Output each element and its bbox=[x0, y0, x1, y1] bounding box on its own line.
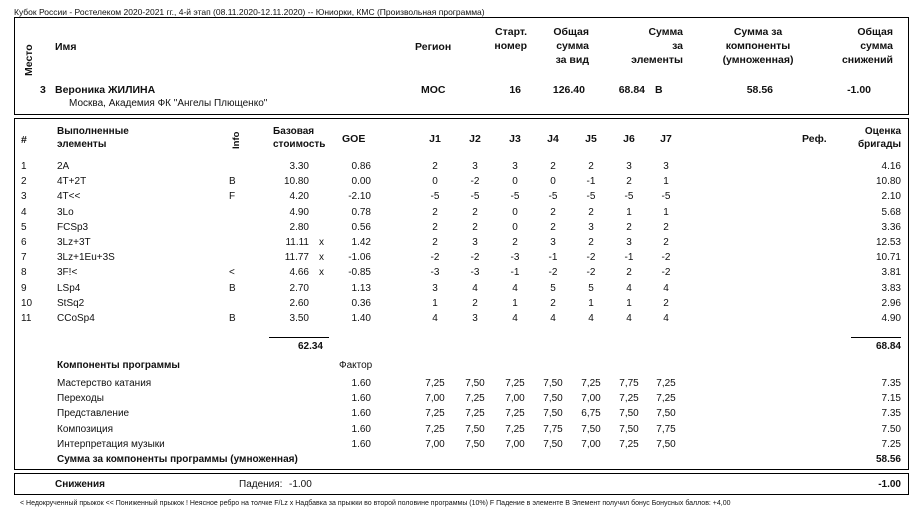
deductions-header: Общая сумма снижений bbox=[841, 26, 893, 66]
element-panel-score: 3.81 bbox=[881, 267, 901, 279]
elements-box bbox=[14, 118, 909, 470]
element-code: 3Lo bbox=[57, 206, 74, 218]
element-judge-score-7: 2 bbox=[663, 297, 669, 309]
abbreviations-legend: < Недокрученный прыжок << Пониженный прыжок ! Неясное ребро на толчке F/Lz x Надбавка за прыжки во второй половине программы (10%) F Падение в элементе B Элемент получил бонус Бонусных баллов: +4,00 bbox=[20, 500, 731, 507]
element-judge-score-7: 3 bbox=[663, 161, 669, 172]
element-info: B bbox=[229, 282, 236, 294]
element-goe: 1.40 bbox=[351, 313, 371, 324]
element-judge-score-7: 1 bbox=[663, 206, 669, 218]
element-panel-score: 3.83 bbox=[881, 282, 901, 294]
deductions-total: -1.00 bbox=[878, 479, 901, 490]
element-judge-score-7: -2 bbox=[661, 267, 671, 279]
element-judge-score-6: 2 bbox=[626, 221, 632, 233]
element-bonus-marker: x bbox=[319, 252, 324, 264]
components-total: 58.56 bbox=[875, 454, 901, 465]
element-info: < bbox=[229, 267, 235, 279]
element-judge-score-3: 0 bbox=[512, 176, 518, 188]
components-total-label: Сумма за компоненты программы (умноженная) bbox=[57, 454, 298, 465]
element-judge-score-2: 3 bbox=[472, 237, 478, 248]
element-base-value: 3.30 bbox=[289, 161, 309, 172]
element-code: FCSp3 bbox=[57, 221, 89, 233]
component-name: Интерпретация музыки bbox=[57, 438, 165, 450]
component-judge-score-2: 7,25 bbox=[465, 408, 485, 420]
element-base-value: 11.77 bbox=[284, 252, 309, 264]
element-goe: 1.42 bbox=[351, 237, 371, 248]
element-judge-score-2: 4 bbox=[472, 282, 478, 294]
elements-sum-header: Сумма за элементы bbox=[631, 26, 683, 66]
judge-header-1: J1 bbox=[429, 133, 441, 145]
elements-total: 68.84 bbox=[875, 341, 901, 352]
skater-start-number: 16 bbox=[509, 84, 521, 96]
number-header: # bbox=[21, 134, 27, 146]
element-base-value: 4.66 bbox=[289, 267, 309, 279]
element-judge-score-7: 2 bbox=[663, 237, 669, 248]
component-judge-score-1: 7,00 bbox=[425, 438, 445, 450]
element-judge-score-5: -2 bbox=[586, 267, 596, 279]
element-judge-score-2: 3 bbox=[472, 313, 478, 324]
element-base-value: 4.20 bbox=[289, 191, 309, 203]
judge-header-2: J2 bbox=[469, 133, 481, 145]
element-judge-score-7: 4 bbox=[663, 313, 669, 324]
element-panel-score: 12.53 bbox=[875, 237, 901, 248]
element-info: B bbox=[229, 176, 236, 188]
component-panel-score: 7.25 bbox=[881, 438, 901, 450]
element-panel-score: 4.90 bbox=[881, 313, 901, 324]
element-number: 9 bbox=[21, 282, 27, 294]
skater-place: 3 bbox=[40, 84, 46, 96]
element-judge-score-7: 4 bbox=[663, 282, 669, 294]
goe-header: GOE bbox=[342, 133, 366, 145]
falls-value: -1.00 bbox=[289, 479, 312, 490]
component-judge-score-6: 7,50 bbox=[619, 423, 639, 435]
element-judge-score-3: -5 bbox=[510, 191, 520, 203]
element-judge-score-5: -5 bbox=[586, 191, 596, 203]
element-number: 1 bbox=[21, 161, 27, 172]
components-title: Компоненты программы bbox=[57, 360, 180, 371]
component-judge-score-2: 7,25 bbox=[465, 393, 485, 405]
element-number: 8 bbox=[21, 267, 27, 279]
component-judge-score-3: 7,25 bbox=[505, 423, 525, 435]
component-panel-score: 7.50 bbox=[881, 423, 901, 435]
element-judge-score-5: 3 bbox=[588, 221, 594, 233]
component-judge-score-5: 7,25 bbox=[581, 378, 601, 389]
element-goe: -1.06 bbox=[348, 252, 371, 264]
element-judge-score-6: 2 bbox=[626, 176, 632, 188]
component-judge-score-2: 7,50 bbox=[465, 423, 485, 435]
region-header: Регион bbox=[415, 41, 452, 53]
element-judge-score-1: 2 bbox=[432, 221, 438, 233]
element-panel-score: 4.16 bbox=[881, 161, 901, 172]
component-factor: 1.60 bbox=[351, 378, 371, 389]
element-judge-score-6: 4 bbox=[626, 313, 632, 324]
judge-header-3: J3 bbox=[509, 133, 521, 145]
skater-club: Москва, Академия ФК "Ангелы Плющенко" bbox=[69, 98, 268, 109]
element-goe: -0.85 bbox=[348, 267, 371, 279]
element-judge-score-4: 4 bbox=[550, 313, 556, 324]
element-judge-score-5: 2 bbox=[588, 161, 594, 172]
element-number: 10 bbox=[21, 297, 33, 309]
info-header: Info bbox=[231, 131, 242, 149]
element-number: 6 bbox=[21, 237, 27, 248]
element-header: Выполненные элементы bbox=[57, 126, 129, 150]
element-judge-score-4: 0 bbox=[550, 176, 556, 188]
element-judge-score-1: 0 bbox=[432, 176, 438, 188]
element-number: 3 bbox=[21, 191, 27, 203]
component-judge-score-4: 7,50 bbox=[543, 408, 563, 420]
deductions-label: Снижения bbox=[55, 479, 105, 490]
component-factor: 1.60 bbox=[351, 423, 371, 435]
component-judge-score-7: 7,25 bbox=[656, 378, 676, 389]
component-panel-score: 7.35 bbox=[881, 378, 901, 389]
element-judge-score-4: -5 bbox=[548, 191, 558, 203]
component-judge-score-4: 7,50 bbox=[543, 438, 563, 450]
component-judge-score-6: 7,75 bbox=[619, 378, 639, 389]
element-judge-score-6: 4 bbox=[626, 282, 632, 294]
name-header: Имя bbox=[55, 41, 77, 53]
element-code: CCoSp4 bbox=[57, 313, 95, 324]
element-judge-score-5: -1 bbox=[586, 176, 596, 188]
element-base-value: 2.70 bbox=[289, 282, 309, 294]
element-panel-score: 2.10 bbox=[881, 191, 901, 203]
component-judge-score-3: 7,00 bbox=[505, 393, 525, 405]
component-judge-score-7: 7,50 bbox=[656, 438, 676, 450]
element-judge-score-1: 4 bbox=[432, 313, 438, 324]
element-info: F bbox=[229, 191, 236, 203]
judge-header-4: J4 bbox=[547, 133, 559, 145]
element-judge-score-3: 4 bbox=[512, 282, 518, 294]
element-judge-score-1: 2 bbox=[432, 161, 438, 172]
element-goe: 0.36 bbox=[351, 297, 371, 309]
element-judge-score-4: 5 bbox=[550, 282, 556, 294]
element-judge-score-2: -2 bbox=[470, 176, 480, 188]
element-judge-score-3: -1 bbox=[510, 267, 520, 279]
component-judge-score-5: 6,75 bbox=[581, 408, 601, 420]
component-judge-score-7: 7,25 bbox=[656, 393, 676, 405]
element-goe: -2.10 bbox=[348, 191, 371, 203]
component-judge-score-1: 7,25 bbox=[425, 378, 445, 389]
element-judge-score-4: 2 bbox=[550, 161, 556, 172]
component-judge-score-6: 7,25 bbox=[619, 438, 639, 450]
judge-header-7: J7 bbox=[660, 133, 672, 145]
component-factor: 1.60 bbox=[351, 408, 371, 420]
element-judge-score-6: -5 bbox=[624, 191, 634, 203]
element-judge-score-6: 1 bbox=[626, 206, 632, 218]
component-judge-score-1: 7,25 bbox=[425, 408, 445, 420]
falls-label: Падения: bbox=[239, 479, 283, 490]
component-name: Переходы bbox=[57, 393, 104, 405]
element-judge-score-1: 2 bbox=[432, 206, 438, 218]
element-judge-score-1: -5 bbox=[430, 191, 440, 203]
element-goe: 0.78 bbox=[351, 206, 371, 218]
element-goe: 0.00 bbox=[351, 176, 371, 188]
component-judge-score-4: 7,50 bbox=[543, 393, 563, 405]
element-judge-score-2: 2 bbox=[472, 221, 478, 233]
element-judge-score-1: 3 bbox=[432, 282, 438, 294]
element-judge-score-1: 2 bbox=[432, 237, 438, 248]
element-judge-score-4: 3 bbox=[550, 237, 556, 248]
element-judge-score-5: 2 bbox=[588, 237, 594, 248]
element-code: LSp4 bbox=[57, 282, 81, 294]
component-judge-score-1: 7,25 bbox=[425, 423, 445, 435]
component-judge-score-5: 7,50 bbox=[581, 423, 601, 435]
element-judge-score-3: 0 bbox=[512, 221, 518, 233]
component-judge-score-5: 7,00 bbox=[581, 393, 601, 405]
element-judge-score-4: 2 bbox=[550, 297, 556, 309]
element-panel-score: 10.80 bbox=[875, 176, 901, 188]
element-judge-score-1: -2 bbox=[430, 252, 440, 264]
element-judge-score-3: 2 bbox=[512, 237, 518, 248]
event-title: Кубок России - Ростелеком 2020-2021 гг., 4-й этап (08.11.2020-12.11.2020) -- Юниорки, КМС (Произвольная программа) bbox=[14, 7, 485, 17]
total-segment-header: Общая сумма за вид bbox=[553, 26, 589, 66]
panel-score-header: Оценка бригады bbox=[857, 126, 901, 150]
element-code: 3Lz+1Eu+3S bbox=[57, 252, 115, 264]
skater-name: Вероника ЖИЛИНА bbox=[55, 84, 156, 96]
skater-region: МОС bbox=[421, 84, 446, 96]
skater-total-segment: 126.40 bbox=[552, 84, 585, 96]
element-judge-score-5: 4 bbox=[588, 313, 594, 324]
component-judge-score-3: 7,25 bbox=[505, 408, 525, 420]
element-info: B bbox=[229, 313, 236, 324]
component-name: Представление bbox=[57, 408, 130, 420]
element-number: 11 bbox=[21, 313, 32, 324]
base-value-header: Базовая стоимость bbox=[273, 126, 326, 150]
element-number: 5 bbox=[21, 221, 27, 233]
component-judge-score-4: 7,50 bbox=[543, 378, 563, 389]
element-judge-score-7: 2 bbox=[663, 221, 669, 233]
component-judge-score-2: 7,50 bbox=[465, 438, 485, 450]
element-judge-score-7: -2 bbox=[661, 252, 671, 264]
judge-header-6: J6 bbox=[623, 133, 635, 145]
element-judge-score-1: -3 bbox=[430, 267, 440, 279]
element-base-value: 3.50 bbox=[289, 313, 309, 324]
element-judge-score-5: 1 bbox=[588, 297, 594, 309]
component-judge-score-1: 7,00 bbox=[425, 393, 445, 405]
element-judge-score-4: -1 bbox=[548, 252, 558, 264]
referee-header: Реф. bbox=[802, 133, 827, 145]
component-judge-score-3: 7,25 bbox=[505, 378, 525, 389]
element-judge-score-3: 0 bbox=[512, 206, 518, 218]
element-bonus-marker: x bbox=[319, 267, 324, 279]
component-factor: 1.60 bbox=[351, 438, 371, 450]
element-judge-score-2: -3 bbox=[470, 267, 480, 279]
element-goe: 0.86 bbox=[351, 161, 371, 172]
component-judge-score-3: 7,00 bbox=[505, 438, 525, 450]
element-judge-score-3: 3 bbox=[512, 161, 518, 172]
element-judge-score-6: -1 bbox=[624, 252, 634, 264]
element-judge-score-2: -2 bbox=[470, 252, 480, 264]
element-base-value: 11.11 bbox=[285, 237, 309, 248]
element-number: 7 bbox=[21, 252, 27, 264]
element-goe: 0.56 bbox=[351, 221, 371, 233]
place-header: Место bbox=[23, 44, 35, 76]
skater-elements-flag: B bbox=[655, 84, 663, 96]
factor-label: Фактор bbox=[339, 360, 373, 371]
element-code: 3Lz+3T bbox=[57, 237, 91, 248]
element-judge-score-3: 1 bbox=[512, 297, 518, 309]
element-base-value: 4.90 bbox=[289, 206, 309, 218]
component-panel-score: 7.15 bbox=[881, 393, 901, 405]
element-judge-score-7: -5 bbox=[661, 191, 671, 203]
element-code: StSq2 bbox=[57, 297, 85, 309]
element-judge-score-3: -3 bbox=[510, 252, 520, 264]
element-judge-score-5: -2 bbox=[586, 252, 596, 264]
element-goe: 1.13 bbox=[351, 282, 371, 294]
element-code: 3F!< bbox=[57, 267, 78, 279]
component-panel-score: 7.35 bbox=[881, 408, 901, 420]
component-judge-score-7: 7,75 bbox=[656, 423, 676, 435]
skater-components-sum: 58.56 bbox=[746, 84, 773, 96]
component-judge-score-7: 7,50 bbox=[656, 408, 676, 420]
components-sum-header: Сумма за компоненты (умноженная) bbox=[722, 26, 794, 66]
element-judge-score-4: 2 bbox=[550, 206, 556, 218]
component-judge-score-6: 7,25 bbox=[619, 393, 639, 405]
element-base-value: 10.80 bbox=[283, 176, 309, 188]
element-panel-score: 5.68 bbox=[881, 206, 901, 218]
element-judge-score-7: 1 bbox=[663, 176, 669, 188]
element-judge-score-4: 2 bbox=[550, 221, 556, 233]
base-total-rule bbox=[269, 337, 329, 338]
element-judge-score-6: 1 bbox=[626, 297, 632, 309]
element-judge-score-1: 1 bbox=[432, 297, 438, 309]
element-code: 2A bbox=[57, 161, 70, 172]
component-judge-score-6: 7,50 bbox=[619, 408, 639, 420]
element-judge-score-6: 3 bbox=[626, 161, 632, 172]
skater-total-deductions: -1.00 bbox=[847, 84, 871, 96]
judge-header-5: J5 bbox=[585, 133, 597, 145]
deductions-box bbox=[14, 473, 909, 495]
element-judge-score-2: 2 bbox=[472, 206, 478, 218]
component-judge-score-2: 7,50 bbox=[465, 378, 485, 389]
component-judge-score-5: 7,00 bbox=[581, 438, 601, 450]
start-number-header: Старт. номер bbox=[494, 26, 527, 52]
element-panel-score: 10.71 bbox=[875, 252, 901, 264]
component-name: Мастерство катания bbox=[57, 378, 152, 389]
skater-elements-sum: 68.84 bbox=[618, 84, 645, 96]
element-number: 4 bbox=[21, 206, 27, 218]
element-judge-score-5: 5 bbox=[588, 282, 594, 294]
skater-summary-box bbox=[14, 17, 909, 115]
element-number: 2 bbox=[21, 176, 27, 188]
component-factor: 1.60 bbox=[351, 393, 371, 405]
component-judge-score-4: 7,75 bbox=[543, 423, 563, 435]
element-bonus-marker: x bbox=[319, 237, 324, 248]
element-base-value: 2.60 bbox=[289, 297, 309, 309]
element-judge-score-5: 2 bbox=[588, 206, 594, 218]
element-judge-score-4: -2 bbox=[548, 267, 558, 279]
elements-total-rule bbox=[851, 337, 901, 338]
element-judge-score-3: 4 bbox=[512, 313, 518, 324]
element-judge-score-6: 2 bbox=[626, 267, 632, 279]
element-code: 4T+2T bbox=[57, 176, 87, 188]
element-judge-score-2: 2 bbox=[472, 297, 478, 309]
component-name: Композиция bbox=[57, 423, 114, 435]
element-base-value: 2.80 bbox=[289, 221, 309, 233]
element-panel-score: 2.96 bbox=[881, 297, 901, 309]
base-value-total: 62.34 bbox=[297, 341, 323, 352]
element-judge-score-2: -5 bbox=[470, 191, 480, 203]
element-code: 4T<< bbox=[57, 191, 81, 203]
element-panel-score: 3.36 bbox=[881, 221, 901, 233]
element-judge-score-6: 3 bbox=[626, 237, 632, 248]
element-judge-score-2: 3 bbox=[472, 161, 478, 172]
